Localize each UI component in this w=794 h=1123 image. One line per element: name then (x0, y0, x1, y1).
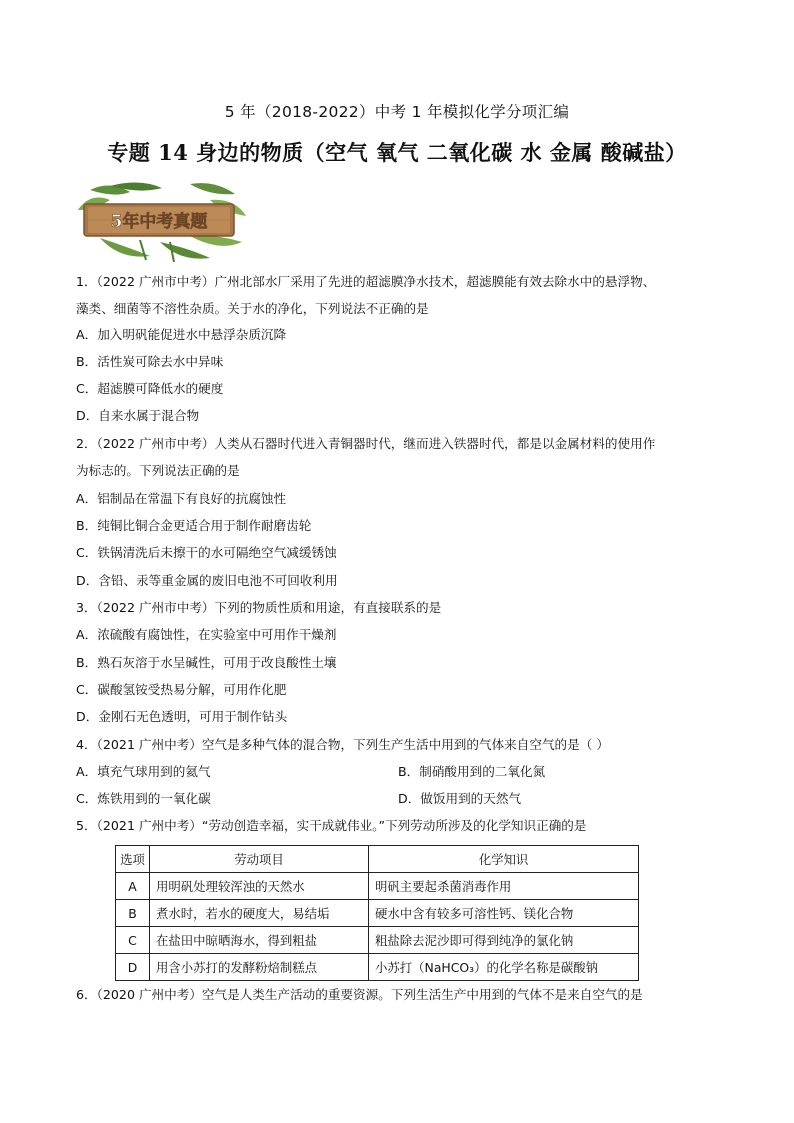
table-cell-option: D (116, 954, 150, 981)
table-cell-labor: 在盐田中晾晒海水，得到粗盐 (150, 927, 369, 954)
question-5-table (115, 845, 639, 981)
table-cell-labor: 煮水时，若水的硬度大，易结垢 (150, 900, 369, 927)
question-2-line-1: 2．（2022 广州市中考）人类从石器时代进入青铜器时代，继而进入铁器时代，都是以金属材料的使用作 (76, 436, 656, 451)
question-3-option-a: A．浓硫酸有腐蚀性，在实验室中可用作干燥剂 (76, 627, 337, 642)
question-1-line-2: 藻类、细菌等不溶性杂质。关于水的净化，下列说法不正确的是 (76, 301, 429, 316)
table-row (116, 927, 639, 954)
table-cell-labor: 用明矾处理较浑浊的天然水 (150, 873, 369, 900)
section-banner (70, 180, 248, 262)
question-2-option-a: A．铝制品在常温下有良好的抗腐蚀性 (76, 491, 287, 506)
question-4-option-a: A．填充气球用到的氦气 (76, 764, 211, 779)
question-5-line-1: 5．（2021 广州中考）“劳动创造幸福，实干成就伟业。”下列劳动所涉及的化学知识正确的是 (76, 818, 587, 833)
question-4-line-1: 4．（2021 广州中考）空气是多种气体的混合物，下列生产生活中用到的气体来自空气的是（ ） (76, 737, 609, 752)
question-1-option-c: C．超滤膜可降低水的硬度 (76, 381, 224, 396)
question-1-option-a: A．加入明矾能促进水中悬浮杂质沉降 (76, 327, 287, 342)
question-2-option-d: D．含铅、汞等重金属的废旧电池不可回收利用 (76, 573, 338, 588)
question-6-line-1: 6．（2020 广州中考）空气是人类生产活动的重要资源。下列生活生产中用到的气体不是来自空气的是 (76, 987, 643, 1002)
document-title: 专题 14 身边的物质（空气 氧气 二氧化碳 水 金属 酸碱盐） (107, 140, 687, 165)
table-cell-labor: 用含小苏打的发酵粉焙制糕点 (150, 954, 369, 981)
table-row (116, 873, 639, 900)
question-4-option-c: C．炼铁用到的一氧化碳 (76, 791, 211, 806)
table-cell-option: C (116, 927, 150, 954)
question-1-line-1: 1．（2022 广州市中考）广州北部水厂采用了先进的超滤膜净水技术，超滤膜能有效去除水中的悬浮物、 (76, 274, 656, 289)
question-1-option-d: D．自来水属于混合物 (76, 408, 200, 423)
question-1-option-b: B．活性炭可除去水中异味 (76, 354, 224, 369)
question-2-option-c: C．铁锅清洗后未擦干的水可隔绝空气减缓锈蚀 (76, 545, 337, 560)
question-4-option-b: B．制硝酸用到的二氧化氮 (398, 764, 546, 779)
table-header-option: 选项 (116, 846, 150, 873)
table-header-knowledge: 化学知识 (369, 846, 639, 873)
question-4-option-d: D．做饭用到的天然气 (398, 791, 522, 806)
banner-text: 5年中考真题 (110, 212, 208, 232)
table-cell-knowledge: 硬水中含有较多可溶性钙、镁化合物 (369, 900, 639, 927)
table-row (116, 900, 639, 927)
question-3-line-1: 3．（2022 广州市中考）下列的物质性质和用途，有直接联系的是 (76, 600, 442, 615)
table-cell-knowledge: 小苏打（NaHCO₃）的化学名称是碳酸钠 (369, 954, 639, 981)
table-cell-knowledge: 明矾主要起杀菌消毒作用 (369, 873, 639, 900)
question-3-option-b: B．熟石灰溶于水呈碱性，可用于改良酸性土壤 (76, 655, 337, 670)
question-3-option-c: C．碳酸氢铵受热易分解，可用作化肥 (76, 682, 287, 697)
document-subtitle: 5 年（2018-2022）中考 1 年模拟化学分项汇编 (224, 103, 570, 121)
question-2-option-b: B．纯铜比铜合金更适合用于制作耐磨齿轮 (76, 518, 312, 533)
table-cell-option: B (116, 900, 150, 927)
table-header-row (116, 846, 639, 873)
table-header-labor: 劳动项目 (150, 846, 369, 873)
table-cell-option: A (116, 873, 150, 900)
question-3-option-d: D．金刚石无色透明，可用于制作钻头 (76, 709, 288, 724)
table-cell-knowledge: 粗盐除去泥沙即可得到纯净的氯化钠 (369, 927, 639, 954)
question-2-line-2: 为标志的。下列说法正确的是 (76, 463, 240, 478)
table-row (116, 954, 639, 981)
